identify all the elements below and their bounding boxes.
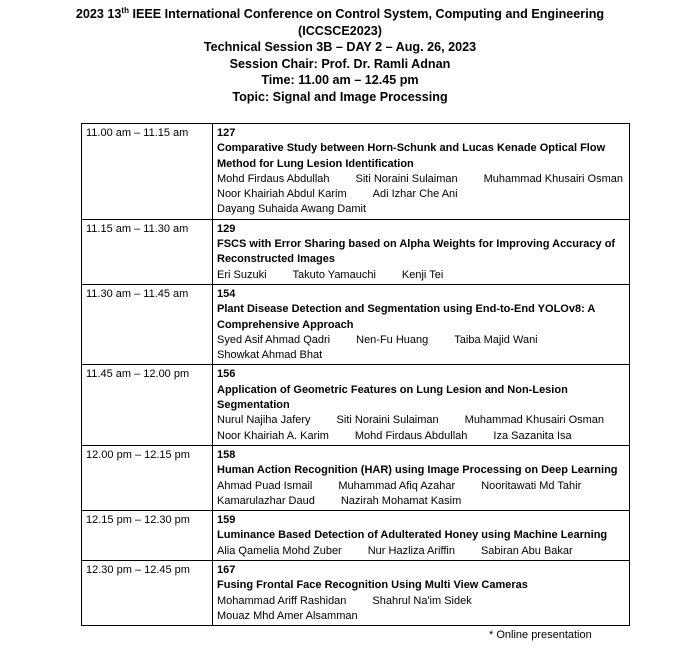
author: Noor Khairiah A. Karim (217, 429, 329, 442)
author: Muhammad Khusairi Osman (464, 414, 605, 427)
author: Adi Izhar Che Ani (372, 188, 458, 201)
author: Nazirah Mohamat Kasim (340, 494, 462, 507)
time-slot: 11.00 am – 11.15 am (82, 124, 213, 220)
title-name: IEEE International Conference on Control System, Computing and Engineering (128, 7, 605, 21)
session-label: Technical Session 3B – DAY 2 – Aug. 26, 2023 (203, 40, 477, 55)
paper-id: 159 (217, 514, 236, 527)
time-slot: 12.00 pm – 12.15 pm (82, 445, 213, 510)
author-list (217, 413, 625, 444)
time-slot: 11.45 am – 12.00 pm (82, 365, 213, 445)
author: Mohammad Ariff Rashidan (217, 594, 347, 607)
schedule-table (81, 123, 630, 626)
author: Sabiran Abu Bakar (480, 544, 573, 557)
paper-id: 156 (217, 368, 236, 381)
paper-cell (213, 511, 630, 561)
paper-id: 127 (217, 127, 236, 139)
author-list (217, 479, 625, 510)
author-list (217, 333, 625, 364)
paper-title: Application of Geometric Features on Lung Lesion and Non-Lesion Segmentation (217, 383, 568, 412)
author: Mouaz Mhd Amer Alsamman (217, 609, 358, 622)
title-ordinal-suffix: th (121, 6, 129, 15)
time-slot: 12.15 pm – 12.30 pm (82, 511, 213, 561)
paper-id: 129 (217, 222, 236, 235)
conference-header (0, 6, 680, 106)
author: Siti Noraini Sulaiman (355, 172, 458, 185)
author: Showkat Ahmad Bhat (217, 349, 323, 362)
author: Mohd Firdaus Abdullah (217, 172, 330, 185)
author-list (217, 172, 625, 218)
author: Nur Hazliza Ariffin (367, 544, 455, 557)
online-presentation-note: * Online presentation (489, 629, 592, 641)
author: Shahrul Na'im Sidek (372, 594, 472, 607)
time-slot: 12.30 pm – 12.45 pm (82, 561, 213, 626)
author: Syed Asif Ahmad Qadri (217, 333, 331, 346)
paper-title: Fusing Frontal Face Recognition Using Multi View Cameras (217, 579, 528, 592)
paper-cell (213, 365, 630, 445)
paper-cell (213, 561, 630, 626)
paper-cell (213, 284, 630, 364)
author: Taiba Majid Wani (454, 333, 538, 346)
paper-id: 158 (217, 448, 236, 461)
time-slot: 11.30 am – 11.45 am (82, 284, 213, 364)
author: Nooritawati Md Tahir (481, 479, 582, 492)
author: Alia Qamelia Mohd Zuber (217, 544, 342, 557)
session-chair: Session Chair: Prof. Dr. Ramli Adnan (229, 56, 451, 71)
author: Mohd Firdaus Abdullah (354, 429, 468, 442)
paper-cell (213, 124, 630, 220)
author: Muhammad Khusairi Osman (483, 172, 624, 185)
session-time: Time: 11.00 am – 12.45 pm (261, 73, 419, 88)
author: Ahmad Puad Ismail (217, 479, 313, 492)
paper-id: 167 (217, 564, 236, 577)
paper-title: Human Action Recognition (HAR) using Image Processing on Deep Learning (217, 464, 618, 477)
table-row (82, 365, 630, 445)
paper-id: 154 (217, 287, 236, 300)
author: Nen-Fu Huang (356, 333, 429, 346)
title-year: 2023 13 (75, 7, 122, 21)
author: Kenji Tei (401, 268, 444, 281)
paper-cell (213, 219, 630, 284)
time-slot: 11.15 am – 11.30 am (82, 219, 213, 284)
author: Noor Khairiah Abdul Karim (217, 188, 347, 201)
table-row (82, 219, 630, 284)
author: Muhammad Afiq Azahar (338, 479, 456, 492)
paper-title: Plant Disease Detection and Segmentation using End-to-End YOLOv8: A Comprehensive Approach (217, 303, 595, 331)
paper-cell (213, 445, 630, 510)
author: Siti Noraini Sulaiman (336, 414, 439, 427)
author: Nurul Najiha Jafery (217, 414, 311, 427)
author: Dayang Suhaida Awang Damit (217, 203, 367, 216)
author: Kamarulazhar Daud (217, 494, 315, 507)
table-row (82, 124, 630, 220)
author-list (217, 268, 625, 283)
table-row (82, 445, 630, 510)
paper-title: FSCS with Error Sharing based on Alpha Weights for Improving Accuracy of Reconstructed Images (217, 238, 616, 266)
table-row (82, 284, 630, 364)
table-row (82, 561, 630, 626)
paper-title: Luminance Based Detection of Adulterated Honey using Machine Learning (217, 529, 608, 542)
conference-title (0, 6, 680, 23)
author-list (217, 594, 625, 625)
author: Takuto Yamauchi (292, 268, 376, 281)
author: Iza Sazanita Isa (493, 429, 572, 442)
session-topic: Topic: Signal and Image Processing (232, 89, 448, 104)
conference-acronym: (ICCSCE2023) (298, 23, 382, 38)
paper-title: Comparative Study between Horn-Schunk and Lucas Kenade Optical Flow Method for Lung Lesion Identification (217, 142, 606, 170)
author-list (217, 544, 625, 559)
author: Eri Suzuki (217, 268, 267, 281)
table-row (82, 511, 630, 561)
